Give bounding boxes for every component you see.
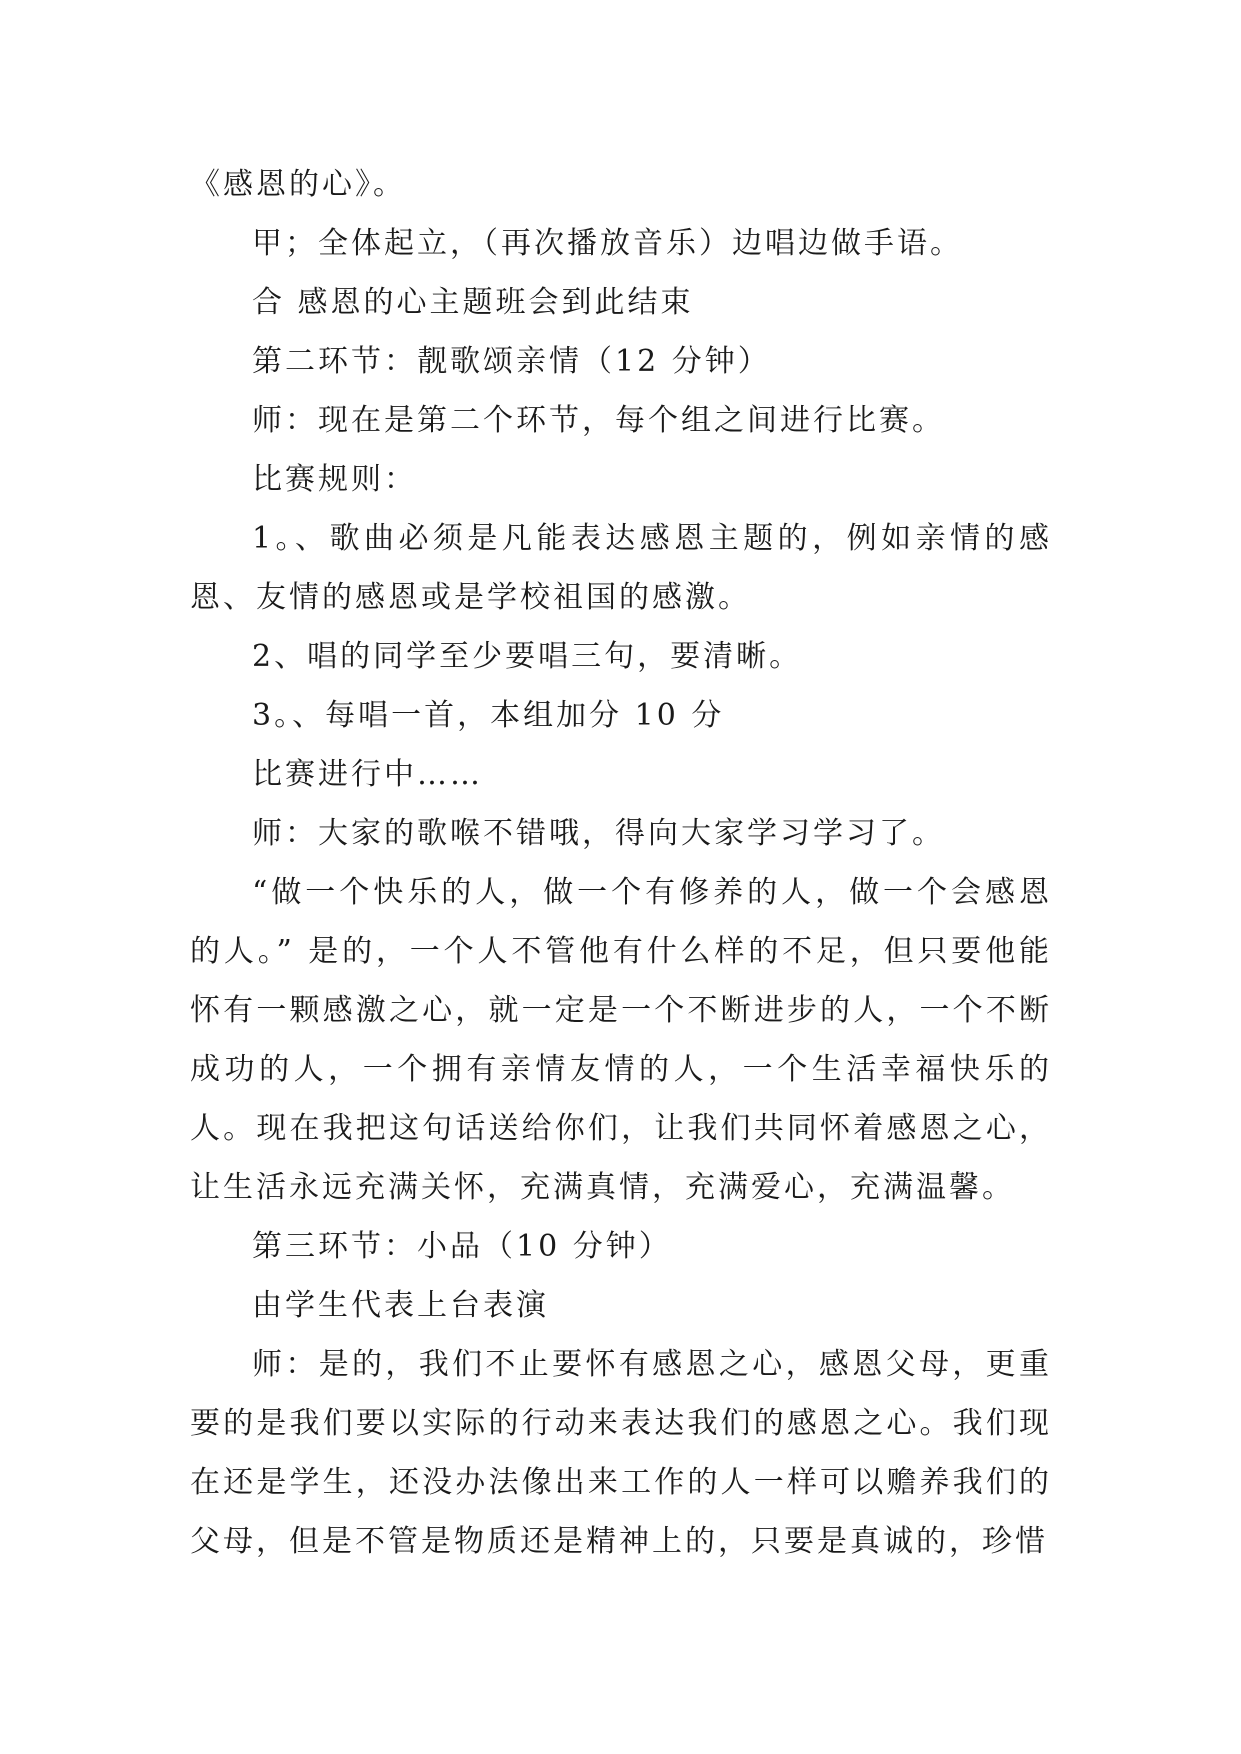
document-body	[190, 155, 1052, 1571]
rule-item-3: 3。、每唱一首，本组加分 10 分	[252, 698, 725, 733]
paragraph-teacher-intro: 师：现在是第二个环节，每个组之间进行比赛。	[252, 403, 945, 438]
rules-heading: 比赛规则：	[252, 462, 417, 497]
paragraph-in-progress: 比赛进行中……	[252, 757, 483, 792]
rule-item-1: 1。、歌曲必须是凡能表达感恩主题的，例如亲情的感恩、友情的感恩或是学校祖国的感激。	[190, 521, 1052, 615]
rule-item-2: 2、唱的同学至少要唱三句，要清晰。	[252, 639, 803, 674]
section-heading-3: 第三环节：小品（10 分钟）	[252, 1229, 672, 1264]
paragraph-meeting-end: 合 感恩的心主题班会到此结束	[252, 285, 694, 320]
paragraph-stand-up: 甲；全体起立，（再次播放音乐）边唱边做手语。	[252, 226, 963, 261]
section-heading-2: 第二环节：靓歌颂亲情（12 分钟）	[252, 344, 771, 379]
paragraph-gratitude-quote: “做一个快乐的人，做一个有修养的人，做一个会感恩的人。” 是的，一个人不管他有什么样的不足，但只要他能怀有一颗感激之心，就一定是一个不断进步的人，一个不断成功的人，一个拥有亲情友情的人，一个生活幸福快乐的人。现在我把这句话送给你们，让我们共同怀着感恩之心，让生活永远充满关怀，充满真情，充满爱心，充满温馨。	[190, 875, 1052, 1205]
paragraph-song-title: 《感恩的心》。	[190, 167, 406, 202]
paragraph-teacher-praise: 师：大家的歌喉不错哦，得向大家学习学习了。	[252, 816, 945, 851]
paragraph-teacher-closing: 师：是的，我们不止要怀有感恩之心，感恩父母，更重要的是我们要以实际的行动来表达我们的感恩之心。我们现在还是学生，还没办法像出来工作的人一样可以赡养我们的父母，但是不管是物质还是精神上的，只要是真诚的，珍惜	[190, 1347, 1052, 1559]
paragraph-student-performance: 由学生代表上台表演	[252, 1288, 549, 1323]
